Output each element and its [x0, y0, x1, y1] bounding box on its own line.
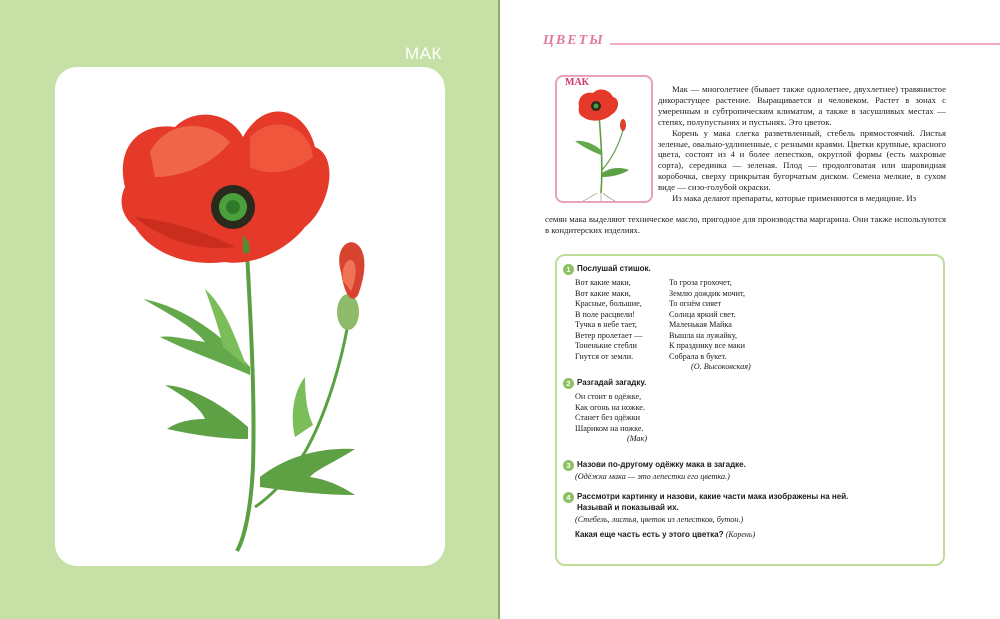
heading-rule	[610, 43, 1000, 45]
leaf-right-upper	[293, 377, 313, 437]
poem-line: В поле расцвели!	[575, 309, 636, 319]
task-2	[563, 378, 646, 389]
poem-line: К празднику все маки	[669, 341, 745, 350]
task-1-text: Послушай стишок.	[577, 264, 651, 273]
poem-line: Землю дождик мочит,	[669, 288, 746, 298]
poem-left	[575, 278, 642, 362]
task-4-text-line2: Называй и показывай их.	[577, 502, 679, 512]
leaf-right-lower	[260, 449, 355, 495]
riddle-line: Шариком на ножке.	[575, 423, 644, 433]
leaf-left-lower	[165, 385, 248, 439]
followup-answer: (Корень)	[725, 530, 756, 539]
intro-paragraph-1: Мак — многолетнее (бывает также однолетнее, двухлетнее) травянистое дикорастущее растение. Выращивается и человеком. Растет в зонах с умеренным и субтропическим климатом, а также в засушливых местах — степях, полупустынях и пустынях. Это цветок.	[658, 84, 946, 127]
riddle	[575, 392, 647, 445]
right-page	[500, 0, 1000, 619]
riddle-line: Станет без одёжки	[575, 413, 641, 422]
poppy-thumbnail-illustration	[561, 85, 649, 201]
task-2-badge: 2	[563, 378, 574, 389]
riddle-line: Как огонь на ножке.	[575, 402, 645, 412]
task-4	[563, 492, 848, 513]
poppy-bud	[337, 242, 364, 330]
exercise-box	[555, 254, 945, 566]
intro-tail: семян мака выделяют техническое масло, пригодное для производства маргарина. Они также используются в кондитерских изделиях.	[545, 214, 946, 235]
task-4-answer: (Стебель, листья, цветок из лепестков, бутон.)	[575, 515, 744, 524]
task-3	[563, 460, 746, 471]
followup-question-line	[575, 530, 755, 539]
poem-attribution: (О. Высоковская)	[691, 362, 751, 371]
task-3-text: Назови по-другому одёжку мака в загадке.	[577, 460, 746, 469]
task-3-badge: 3	[563, 460, 574, 471]
intro-paragraph-3: Из мака делают препараты, которые применяются в медицине. Из	[672, 193, 917, 204]
task-4-text	[577, 492, 848, 513]
task-2-text: Разгадай загадку.	[577, 378, 647, 387]
intro-text	[658, 84, 946, 204]
card-title: МАК	[405, 44, 442, 63]
poem-line: Маленькая Майка	[669, 320, 732, 329]
poem-line: Красные, большие,	[575, 299, 642, 308]
poppy-flower	[122, 112, 330, 263]
section-heading: ЦВЕТЫ	[543, 33, 605, 48]
riddle-line: Он стоит в одёжке,	[575, 392, 642, 401]
intro-paragraph-2: Корень у мака слегка разветвленный, стебель прямостоячий. Листья зеленые, овально-удлиненные, с резными краями. Цветки крупные, красного цвета, состоят из 4 и более лепестков, округлой формы (есть махровые сорта), серединка — зеленая. Плод — продолговатая или шаровидная коробочка, сверху прикрытая бугорчатым диском. Семена мелкие, в сухом виде — сизо-голубой окраски.	[658, 127, 946, 193]
poppy-thumbnail	[555, 75, 653, 203]
task-3-answer: (Одёжка мака — это лепестки его цветка.)	[575, 472, 730, 481]
poem-line: Собрала в букет.	[669, 351, 727, 361]
poem-line: Вышла на лужайку,	[669, 330, 738, 340]
poem-line: Ветер пролетает —	[575, 330, 643, 340]
poem-line: То гроза грохочет,	[669, 278, 732, 287]
followup-question: Какая еще часть есть у этого цветка?	[575, 530, 724, 539]
left-page	[0, 0, 498, 619]
poem-line: Гнутся от земли.	[575, 351, 634, 361]
poem-line: Тоненькие стебли	[575, 341, 637, 350]
poem-line: Вот какие маки,	[575, 288, 631, 298]
task-4-text-line1: Рассмотри картинку и назови, какие части мака изображены на ней.	[577, 492, 849, 501]
poem-line: Тучка в небе тает,	[575, 320, 637, 329]
poppy-illustration	[55, 67, 445, 566]
thumbnail-label: МАК	[565, 77, 589, 88]
poem-line: Солнца яркий свет.	[669, 309, 736, 319]
poppy-card	[55, 67, 445, 566]
poem-right	[669, 278, 751, 373]
riddle-answer: (Мак)	[627, 434, 648, 443]
task-1-badge: 1	[563, 264, 574, 275]
poem-line: Вот какие маки,	[575, 278, 631, 287]
poem-line: То огнём сияет	[669, 299, 722, 308]
task-4-badge: 4	[563, 492, 574, 503]
task-1	[563, 264, 651, 275]
